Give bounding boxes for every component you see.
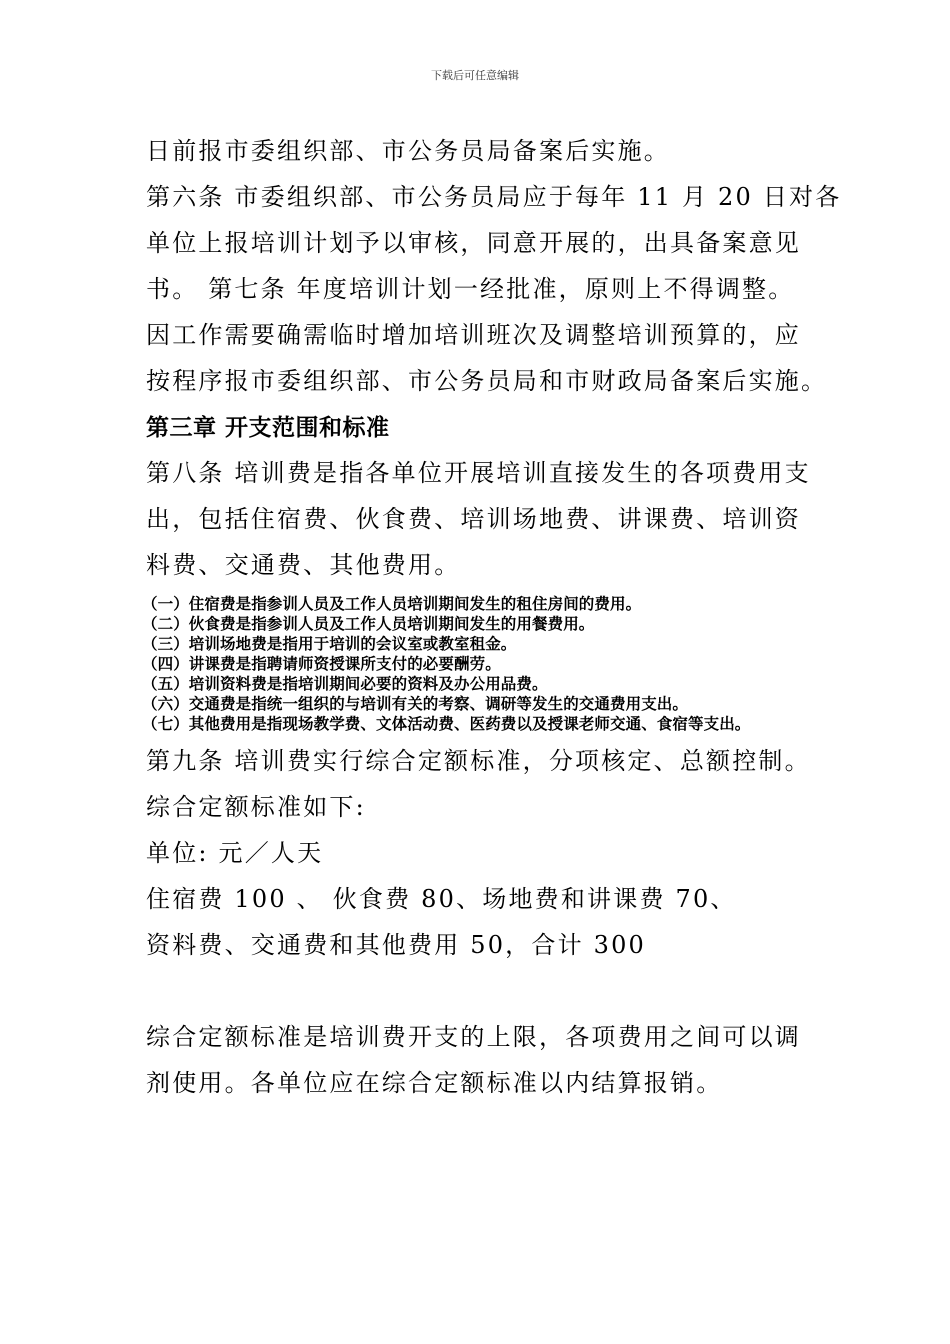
chapter-heading: 第三章 开支范围和标准 [146,415,390,441]
document-body [142,128,842,1106]
list-item: （七）其他费用是指现场教学费、文体活动费、医药费以及授课老师交通、食宿等支出。 [142,715,751,733]
blank-line [146,968,826,1014]
paragraph-line: 住宿费 100 、 伙食费 80、场地费和讲课费 70、 [146,885,737,913]
paragraph-line: 第八条 培训费是指各单位开展培训直接发生的各项费用支 [146,459,811,487]
list-item: （一）住宿费是指参训人员及工作人员培训期间发生的租住房间的费用。 [142,595,642,613]
paragraph-line: 第六条 市委组织部、市公务员局应于每年 11 月 20 日对各 [146,183,842,211]
list-item: （五）培训资料费是指培训期间必要的资料及办公用品费。 [142,675,548,693]
paragraph-line: 出，包括住宿费、伙食费、培训场地费、讲课费、培训资 [146,505,801,533]
paragraph-line: 按程序报市委组织部、市公务员局和市财政局备案后实施。 [146,367,828,395]
expense-list [142,594,826,734]
list-item: （六）交通费是指统一组织的与培训有关的考察、调研等发生的交通费用支出。 [142,695,689,713]
paragraph-line: 综合定额标准如下: [146,793,366,821]
paragraph-line: 日前报市委组织部、市公务员局备案后实施。 [146,137,670,165]
paragraph-line: 单位: 元／人天 [146,839,324,867]
list-item: （三）培训场地费是指用于培训的会议室或教室租金。 [142,635,517,653]
paragraph-line: 资料费、交通费和其他费用 50，合计 300 [146,931,647,959]
list-item: （四）讲课费是指聘请师资授课所支付的必要酬劳。 [142,655,501,673]
paragraph-line: 料费、交通费、其他费用。 [146,551,461,579]
paragraph-line: 第九条 培训费实行综合定额标准，分项核定、总额控制。 [146,747,811,775]
paragraph-line: 综合定额标准是培训费开支的上限，各项费用之间可以调 [146,1023,801,1051]
paragraph-line: 剂使用。各单位应在综合定额标准以内结算报销。 [146,1069,723,1097]
paragraph-line: 单位上报培训计划予以审核，同意开展的，出具备案意见 [146,229,801,257]
paragraph-line: 书。 第七条 年度培训计划一经批准，原则上不得调整。 [146,275,795,303]
list-item: （二）伙食费是指参训人员及工作人员培训期间发生的用餐费用。 [142,615,595,633]
page-header-note: 下载后可任意编辑 [431,69,519,82]
paragraph-line: 因工作需要确需临时增加培训班次及调整培训预算的，应 [146,321,801,349]
